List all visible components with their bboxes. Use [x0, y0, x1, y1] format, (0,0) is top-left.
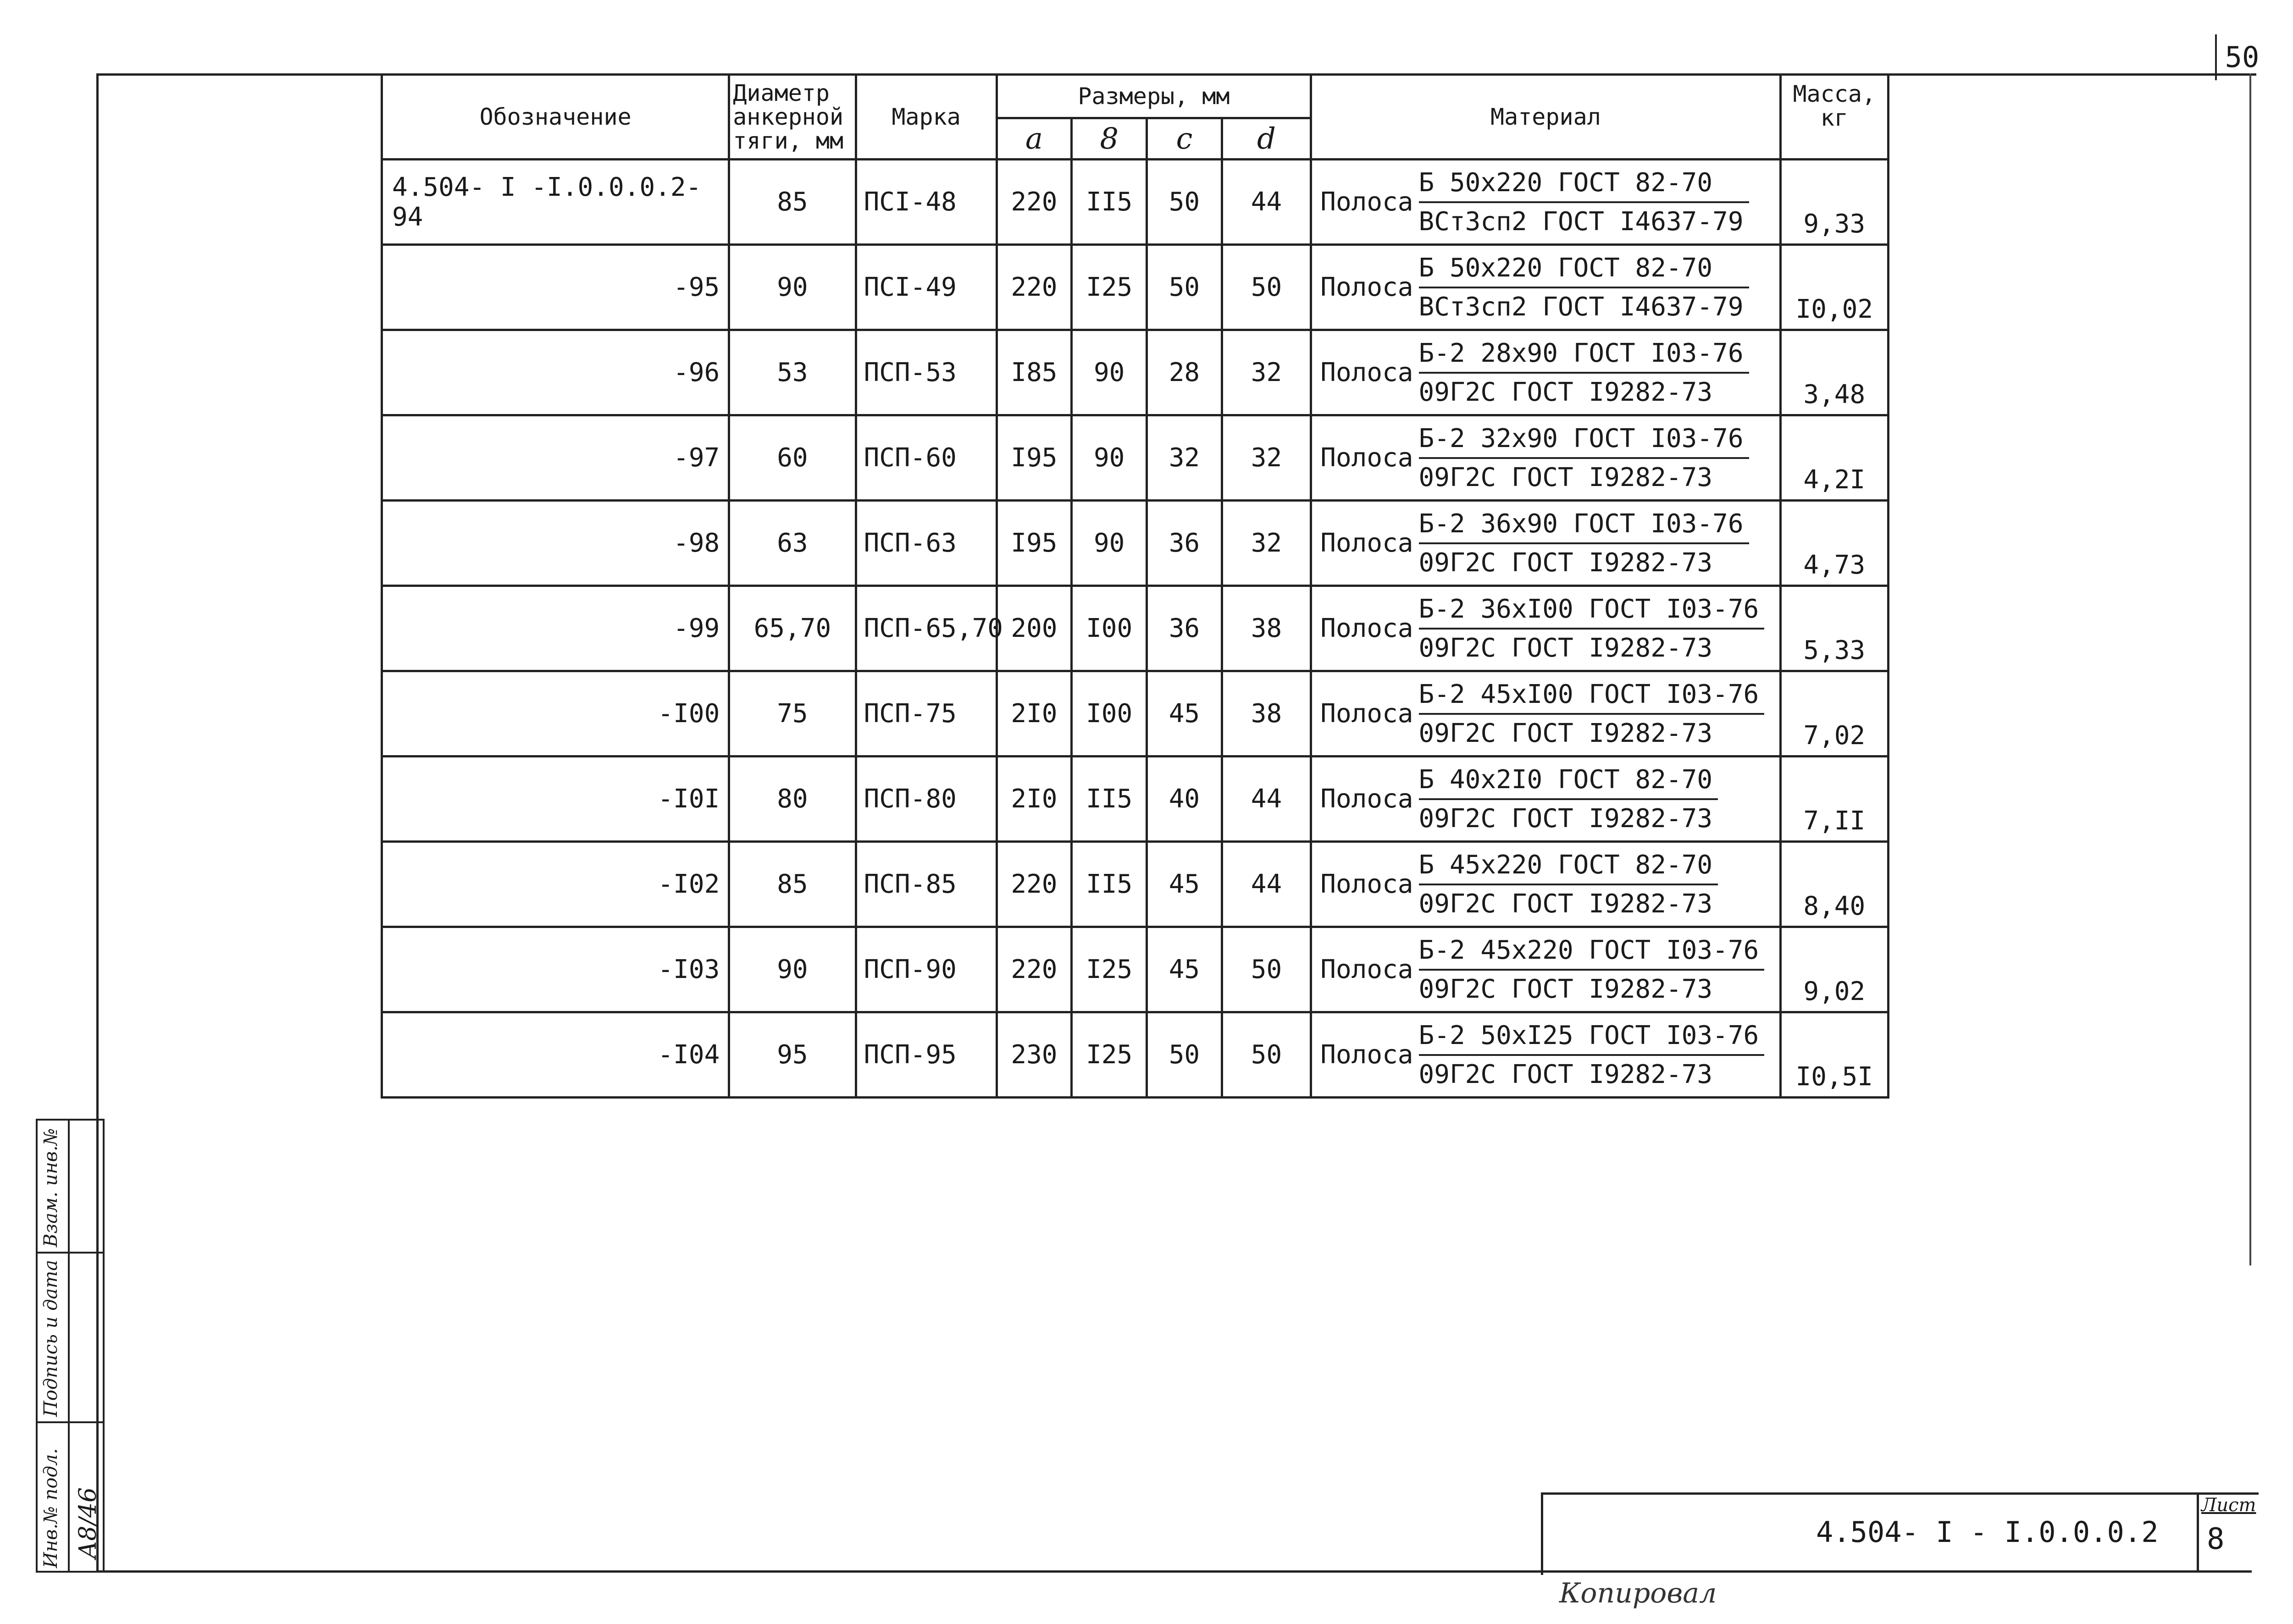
cell-material: [1311, 586, 1780, 671]
cell-designation: -I02: [382, 842, 729, 927]
cell-dim-d: 32: [1222, 330, 1311, 415]
cell-material: [1311, 927, 1780, 1012]
header-diameter: [729, 75, 856, 160]
header-mass-line2: кг: [1820, 105, 1848, 131]
cell-mark: ПСI-48: [856, 160, 997, 245]
material-steel-grade: 09Г2С ГОСТ I9282-73: [1418, 1059, 1713, 1089]
sheet-number: 8: [2207, 1522, 2225, 1556]
cell-mark: ПСП-90: [856, 927, 997, 1012]
header-diameter-line2: анкерной: [733, 104, 844, 130]
cell-dim-a: 220: [997, 160, 1072, 245]
cell-dim-c: 28: [1147, 330, 1222, 415]
material-profile: Б 40x2I0 ГОСТ 82-70: [1419, 765, 1718, 800]
cell-dim-b: I25: [1072, 927, 1147, 1012]
cell-diameter: 63: [729, 501, 856, 586]
material-steel-grade: ВСт3сп2 ГОСТ I4637-79: [1418, 292, 1744, 322]
cell-mass: I0,02: [1780, 245, 1888, 330]
material-profile: Б 50x220 ГОСТ 82-70: [1419, 168, 1749, 203]
material-fraction: [1419, 850, 1718, 919]
cell-designation: -I03: [382, 927, 729, 1012]
header-dim-c: c: [1147, 118, 1222, 160]
material-profile: Б-2 28x90 ГОСТ I03-76: [1419, 338, 1749, 374]
material-fraction: [1419, 935, 1765, 1004]
material-fraction: [1419, 765, 1718, 834]
cell-material: [1311, 160, 1780, 245]
stamp-line: [68, 1119, 70, 1573]
cell-dim-d: 50: [1222, 245, 1311, 330]
cell-designation: -I04: [382, 1012, 729, 1098]
header-dim-a: a: [997, 118, 1072, 160]
cell-mark: ПСI-49: [856, 245, 997, 330]
cell-dim-c: 50: [1147, 160, 1222, 245]
cell-dim-b: 90: [1072, 415, 1147, 501]
cell-dim-d: 38: [1222, 586, 1311, 671]
material-profile: Б-2 50xI25 ГОСТ I03-76: [1419, 1021, 1765, 1056]
cell-dim-c: 36: [1147, 586, 1222, 671]
cell-diameter: 80: [729, 757, 856, 842]
header-material: Материал: [1311, 75, 1780, 160]
material-label: Полоса: [1320, 272, 1413, 302]
cell-dim-d: 50: [1222, 927, 1311, 1012]
document-code: 4.504- I - I.0.0.0.2: [1816, 1515, 2159, 1549]
cell-dim-a: 2I0: [997, 757, 1072, 842]
material-fraction: [1419, 1021, 1765, 1089]
material-fraction: [1419, 424, 1749, 492]
header-designation: Обозначение: [382, 75, 729, 160]
cell-mass: 4,73: [1780, 501, 1888, 586]
table-row: [382, 586, 1889, 671]
cell-dim-d: 44: [1222, 842, 1311, 927]
cell-dim-c: 40: [1147, 757, 1222, 842]
cell-material: [1311, 501, 1780, 586]
material-fraction: [1419, 679, 1765, 748]
page-number: 50: [2215, 34, 2267, 80]
cell-dim-a: 200: [997, 586, 1072, 671]
cell-designation: -I0I: [382, 757, 729, 842]
cell-mark: ПСП-53: [856, 330, 997, 415]
material-steel-grade: 09Г2С ГОСТ I9282-73: [1418, 462, 1713, 492]
specification-table: [381, 73, 1889, 1099]
cell-diameter: 90: [729, 245, 856, 330]
cell-mass: 8,40: [1780, 842, 1888, 927]
cell-mark: ПСП-85: [856, 842, 997, 927]
cell-diameter: 90: [729, 927, 856, 1012]
header-dim-b: 8: [1072, 118, 1147, 160]
sheet-label: Лист: [2201, 1495, 2256, 1516]
cell-mark: ПСП-65,70: [856, 586, 997, 671]
stamp-inv-value: А8/46: [74, 1487, 102, 1559]
cell-designation: -97: [382, 415, 729, 501]
cell-dim-b: 90: [1072, 501, 1147, 586]
cell-dim-a: 220: [997, 927, 1072, 1012]
cell-dim-a: I85: [997, 330, 1072, 415]
cell-diameter: 75: [729, 671, 856, 757]
cell-diameter: 85: [729, 160, 856, 245]
table-row: [382, 415, 1889, 501]
cell-dim-a: I95: [997, 501, 1072, 586]
cell-dim-a: 2I0: [997, 671, 1072, 757]
material-fraction: [1419, 253, 1749, 322]
cell-material: [1311, 1012, 1780, 1098]
cell-mass: 3,48: [1780, 330, 1888, 415]
stamp-line: [36, 1571, 105, 1573]
material-steel-grade: 09Г2С ГОСТ I9282-73: [1418, 547, 1713, 578]
cell-mark: ПСП-95: [856, 1012, 997, 1098]
cell-material: [1311, 671, 1780, 757]
material-profile: Б-2 36x90 ГОСТ I03-76: [1419, 509, 1749, 544]
cell-dim-b: 90: [1072, 330, 1147, 415]
cell-dim-b: I00: [1072, 671, 1147, 757]
cell-dim-b: II5: [1072, 160, 1147, 245]
header-mass: [1780, 75, 1888, 160]
cell-dim-c: 36: [1147, 501, 1222, 586]
table-row: [382, 160, 1889, 245]
cell-designation: -95: [382, 245, 729, 330]
table-row: [382, 501, 1889, 586]
material-label: Полоса: [1320, 358, 1413, 387]
cell-designation: -I00: [382, 671, 729, 757]
header-diameter-line1: Диаметр: [733, 80, 830, 106]
cell-dim-b: I25: [1072, 245, 1147, 330]
cell-dim-d: 32: [1222, 501, 1311, 586]
header-row: [382, 75, 1889, 118]
table-row: [382, 927, 1889, 1012]
material-profile: Б-2 45xI00 ГОСТ I03-76: [1419, 679, 1765, 715]
table-row: [382, 1012, 1889, 1098]
cell-diameter: 95: [729, 1012, 856, 1098]
cell-dim-d: 38: [1222, 671, 1311, 757]
cell-dim-a: 220: [997, 842, 1072, 927]
material-fraction: [1419, 338, 1749, 407]
material-label: Полоса: [1320, 443, 1413, 473]
cell-mass: 4,2I: [1780, 415, 1888, 501]
table-body: [382, 160, 1889, 1098]
cell-dim-c: 45: [1147, 671, 1222, 757]
cell-mass: 9,02: [1780, 927, 1888, 1012]
stamp-line: [36, 1119, 38, 1573]
material-steel-grade: 09Г2С ГОСТ I9282-73: [1418, 633, 1713, 663]
material-profile: Б-2 36xI00 ГОСТ I03-76: [1419, 594, 1765, 630]
cell-designation: 4.504- I -I.0.0.0.2-94: [382, 160, 729, 245]
table-row: [382, 757, 1889, 842]
cell-designation: -96: [382, 330, 729, 415]
header-diameter-line3: тяги, мм: [733, 127, 844, 154]
cell-mass: 9,33: [1780, 160, 1888, 245]
cell-dim-b: II5: [1072, 842, 1147, 927]
header-mass-line1: Масса,: [1793, 81, 1876, 107]
cell-dim-c: 50: [1147, 245, 1222, 330]
cell-designation: -98: [382, 501, 729, 586]
table-row: [382, 671, 1889, 757]
cell-diameter: 60: [729, 415, 856, 501]
cell-dim-c: 45: [1147, 927, 1222, 1012]
cell-dim-c: 32: [1147, 415, 1222, 501]
table-row: [382, 842, 1889, 927]
header-dim-d: d: [1222, 118, 1311, 160]
cell-mark: ПСП-75: [856, 671, 997, 757]
cell-dim-c: 45: [1147, 842, 1222, 927]
stamp-inv-original: Инв.№ подл.: [40, 1448, 61, 1568]
cell-dim-b: II5: [1072, 757, 1147, 842]
material-profile: Б 50x220 ГОСТ 82-70: [1419, 253, 1749, 288]
stamp-signature-date: Подпись и дата: [40, 1259, 61, 1417]
material-steel-grade: 09Г2С ГОСТ I9282-73: [1418, 377, 1713, 407]
material-steel-grade: 09Г2С ГОСТ I9282-73: [1418, 974, 1713, 1004]
cell-diameter: 65,70: [729, 586, 856, 671]
copied-by-note: Копировал: [1559, 1577, 1717, 1609]
cell-dim-d: 44: [1222, 757, 1311, 842]
material-profile: Б-2 32x90 ГОСТ I03-76: [1419, 424, 1749, 459]
cell-dim-c: 50: [1147, 1012, 1222, 1098]
cell-mass: I0,5I: [1780, 1012, 1888, 1098]
material-label: Полоса: [1320, 699, 1413, 729]
material-steel-grade: 09Г2С ГОСТ I9282-73: [1418, 718, 1713, 748]
material-label: Полоса: [1320, 613, 1413, 643]
material-label: Полоса: [1320, 528, 1413, 558]
material-profile: Б 45x220 ГОСТ 82-70: [1419, 850, 1718, 885]
material-steel-grade: 09Г2С ГОСТ I9282-73: [1418, 889, 1713, 919]
stamp-line: [103, 1119, 105, 1573]
cell-dim-d: 44: [1222, 160, 1311, 245]
cell-dim-d: 32: [1222, 415, 1311, 501]
cell-mark: ПСП-80: [856, 757, 997, 842]
cell-material: [1311, 245, 1780, 330]
cell-dim-d: 50: [1222, 1012, 1311, 1098]
cell-mass: 5,33: [1780, 586, 1888, 671]
table-row: [382, 245, 1889, 330]
frame-right-border: [2249, 73, 2251, 1265]
material-fraction: [1419, 168, 1749, 237]
cell-designation: -99: [382, 586, 729, 671]
material-label: Полоса: [1320, 1040, 1413, 1070]
cell-diameter: 53: [729, 330, 856, 415]
stamp-line: [36, 1421, 105, 1423]
material-label: Полоса: [1320, 869, 1413, 899]
cell-material: [1311, 842, 1780, 927]
cell-dim-a: I95: [997, 415, 1072, 501]
stamp-replaced-inv: Взам. инв.№: [40, 1128, 61, 1247]
material-fraction: [1419, 594, 1765, 663]
cell-mark: ПСП-60: [856, 415, 997, 501]
material-label: Полоса: [1320, 784, 1413, 814]
stamp-line: [36, 1252, 105, 1254]
header-dimensions: Размеры, мм: [997, 75, 1311, 118]
cell-material: [1311, 757, 1780, 842]
header-mark: Марка: [856, 75, 997, 160]
cell-mark: ПСП-63: [856, 501, 997, 586]
cell-material: [1311, 415, 1780, 501]
left-margin-stamp: [36, 1119, 105, 1573]
cell-dim-a: 230: [997, 1012, 1072, 1098]
cell-mass: 7,02: [1780, 671, 1888, 757]
cell-dim-b: I00: [1072, 586, 1147, 671]
material-label: Полоса: [1320, 187, 1413, 217]
cell-dim-a: 220: [997, 245, 1072, 330]
cell-dim-b: I25: [1072, 1012, 1147, 1098]
material-steel-grade: 09Г2С ГОСТ I9282-73: [1418, 803, 1713, 834]
material-fraction: [1419, 509, 1749, 578]
material-steel-grade: ВСт3сп2 ГОСТ I4637-79: [1418, 206, 1744, 237]
table-row: [382, 330, 1889, 415]
cell-diameter: 85: [729, 842, 856, 927]
stamp-line: [36, 1119, 105, 1121]
material-profile: Б-2 45x220 ГОСТ I03-76: [1419, 935, 1765, 971]
material-label: Полоса: [1320, 955, 1413, 984]
cell-material: [1311, 330, 1780, 415]
cell-mass: 7,II: [1780, 757, 1888, 842]
